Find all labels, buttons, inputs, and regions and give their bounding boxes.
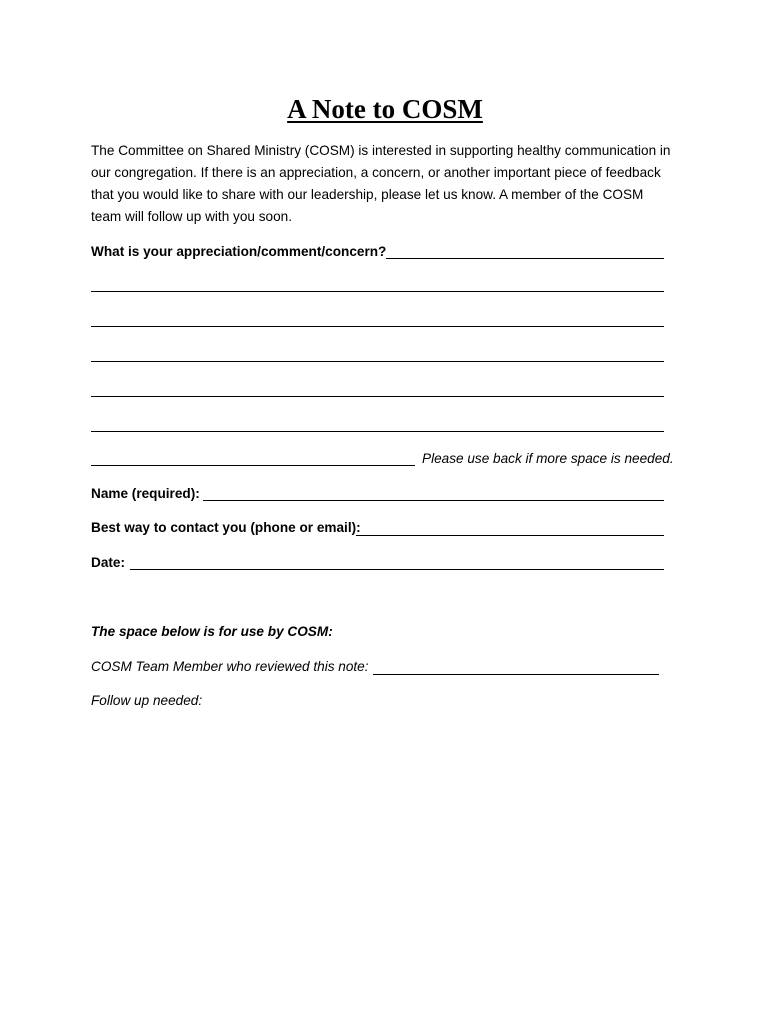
contact-field[interactable] bbox=[356, 535, 664, 536]
question-label: What is your appreciation/comment/concern? bbox=[91, 244, 387, 259]
reviewer-label: COSM Team Member who reviewed this note: bbox=[91, 659, 369, 674]
answer-line[interactable] bbox=[91, 326, 664, 327]
contact-label: Best way to contact you (phone or email): bbox=[91, 520, 361, 535]
cosm-section-heading: The space below is for use by COSM: bbox=[91, 624, 333, 639]
answer-line[interactable] bbox=[91, 396, 664, 397]
name-field[interactable] bbox=[203, 500, 664, 501]
answer-line[interactable] bbox=[91, 361, 664, 362]
back-note: Please use back if more space is needed. bbox=[422, 451, 674, 466]
intro-paragraph: The Committee on Shared Ministry (COSM) is interested in supporting healthy communication in our congregation. If there is an appreciation, a concern, or another important piece of feedback that you would like to share with our leadership, please let us know. A member of the COSM team will follow up with you soon. bbox=[91, 143, 671, 224]
answer-line-short[interactable] bbox=[91, 465, 415, 466]
form-title: A Note to COSM bbox=[287, 94, 483, 124]
name-label: Name (required): bbox=[91, 486, 200, 501]
date-label: Date: bbox=[91, 555, 125, 570]
answer-line[interactable] bbox=[91, 291, 664, 292]
reviewer-field[interactable] bbox=[373, 674, 659, 675]
answer-line[interactable] bbox=[91, 431, 664, 432]
date-field[interactable] bbox=[130, 569, 664, 570]
question-answer-line[interactable] bbox=[386, 258, 664, 259]
followup-label: Follow up needed: bbox=[91, 693, 203, 708]
